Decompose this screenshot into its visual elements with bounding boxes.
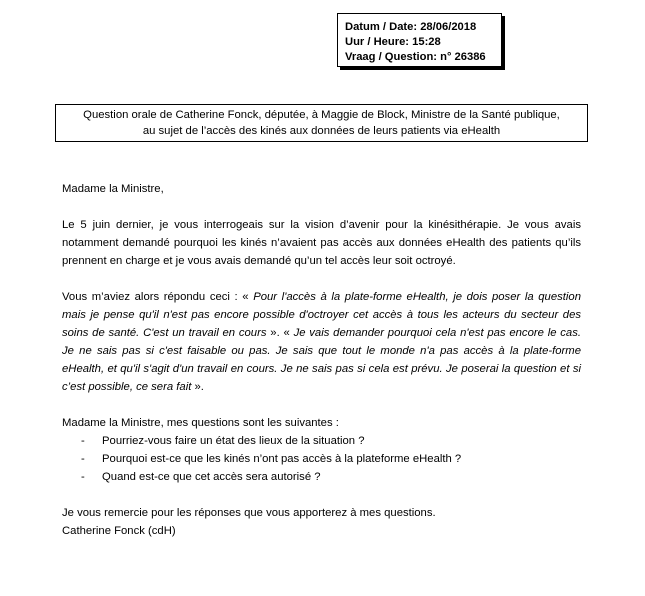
subject-line-1: Question orale de Catherine Fonck, députée, à Maggie de Block, Ministre de la Santé publique,: [83, 109, 560, 121]
list-dash: -: [81, 471, 85, 483]
date-line: Datum / Date: 28/06/2018: [345, 21, 477, 33]
quote-close: ».: [191, 381, 204, 393]
question-item: [62, 432, 581, 450]
question-text: Pourquoi est-ce que les kinés n’ont pas accès à la plateforme eHealth ?: [102, 453, 462, 465]
question-number-line: Vraag / Question: n° 26386: [345, 51, 486, 63]
question-item: [62, 468, 581, 486]
salutation: Madame la Ministre,: [62, 183, 164, 195]
paragraph-2: [62, 288, 581, 396]
question-text: Pourriez-vous faire un état des lieux de la situation ?: [102, 435, 365, 447]
list-dash: -: [81, 453, 85, 465]
questions-intro: Madame la Ministre, mes questions sont les suivantes :: [62, 417, 339, 429]
paragraph-1: Le 5 juin dernier, je vous interrogeais sur la vision d’avenir pour la kinésithérapie. Je vous avais notamment demandé pourquoi les kinés n’avaient pas accès aux données eHealth des patients qu’ils prennent en charge et je vous avais demandé qu’un tel accès leur soit octroyé.: [62, 219, 581, 267]
quote-separator: ». «: [266, 327, 294, 339]
signature: Catherine Fonck (cdH): [62, 525, 176, 537]
question-item: [62, 450, 581, 468]
thanks-sentence: Je vous remercie pour les réponses que vous apporterez à mes questions.: [62, 507, 436, 519]
question-text: Quand est-ce que cet accès sera autorisé ?: [102, 471, 321, 483]
quote-1: Pour l'accès à la plate-forme eHealth, je dois poser la question mais je pense qu'il n'est pas encore possible d'octroyer cet accès à tous les acteurs du secteur des soins de santé. C'est un travail en cours: [62, 291, 581, 339]
subject-box: [55, 104, 588, 142]
quote-2: Je vais demander pourquoi cela n'est pas encore le cas. Je ne sais pas si c'est faisable ou pas. Je sais que tout le monde n'a pas accès à la plate-forme eHealth, et qu'il s'agit d'un travail en cours. Je ne sais pas si cela est prévu. Je poserai la question et si c’est possible, ce sera fait: [62, 327, 581, 393]
questions-list: [62, 432, 581, 486]
letter-body: [62, 180, 581, 540]
list-dash: -: [81, 435, 85, 447]
question-metadata-box: [337, 13, 502, 67]
time-line: Uur / Heure: 15:28: [345, 36, 441, 48]
subject-line-2: au sujet de l’accès des kinés aux données de leurs patients via eHealth: [142, 125, 501, 137]
paragraph-2-intro: Vous m’aviez alors répondu ceci : «: [62, 291, 254, 303]
